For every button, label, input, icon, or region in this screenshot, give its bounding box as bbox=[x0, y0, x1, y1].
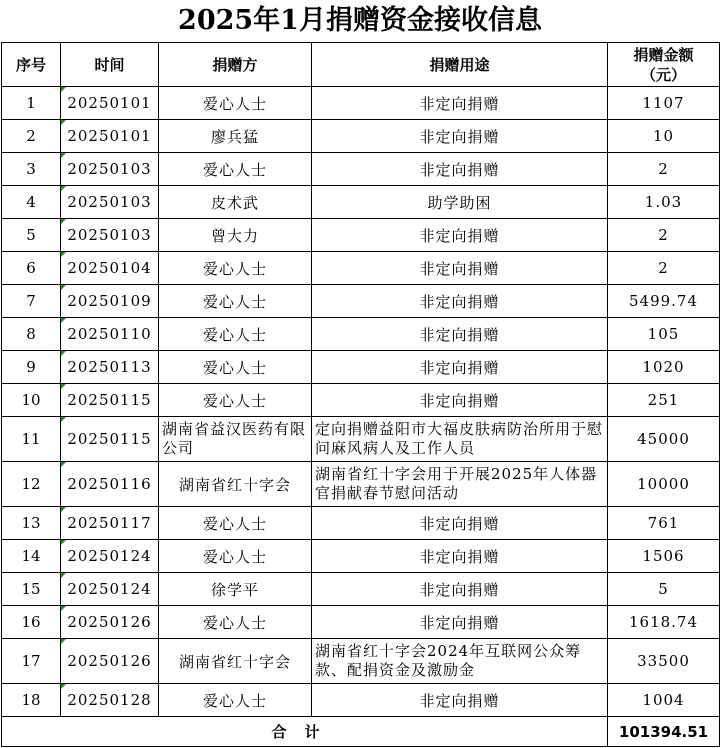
cell-time-text: 20250126 bbox=[67, 652, 152, 670]
cell-amount-text: 33500 bbox=[637, 652, 690, 670]
cell-purpose-text: 非定向捐赠 bbox=[419, 691, 500, 710]
cell-purpose-text: 湖南省红十字会用于开展2025年人体器官捐献春节慰问活动 bbox=[315, 465, 598, 502]
cell-time bbox=[61, 252, 159, 285]
cell-time-text: 20250101 bbox=[67, 94, 152, 112]
cell-seq-text: 4 bbox=[26, 193, 36, 211]
cell-time bbox=[61, 606, 159, 639]
cell-amount-text: 1107 bbox=[642, 94, 685, 112]
cell-purpose-text: 非定向捐赠 bbox=[419, 292, 500, 311]
table-row bbox=[2, 252, 720, 285]
cell-time bbox=[61, 120, 159, 153]
cell-seq-text: 2 bbox=[26, 127, 36, 145]
cell-time bbox=[61, 186, 159, 219]
cell-time-text: 20250104 bbox=[67, 259, 152, 277]
table-row bbox=[2, 417, 720, 462]
cell-donor bbox=[159, 606, 312, 639]
cell-donor-text: 湖南省益汉医药有限公司 bbox=[162, 420, 307, 457]
cell-time-text: 20250124 bbox=[67, 580, 152, 598]
donation-table bbox=[1, 42, 720, 747]
cell-donor-text: 爱心人士 bbox=[202, 514, 267, 533]
cell-amount-text: 10 bbox=[652, 127, 675, 145]
cell-purpose-text: 非定向捐赠 bbox=[419, 514, 500, 533]
cell-time-text: 20250113 bbox=[67, 358, 152, 376]
table-row bbox=[2, 351, 720, 384]
cell-seq bbox=[2, 351, 61, 384]
cell-marker-icon bbox=[61, 186, 66, 191]
table-row bbox=[2, 462, 720, 507]
table-row bbox=[2, 120, 720, 153]
cell-purpose-text: 非定向捐赠 bbox=[419, 160, 500, 179]
table-row bbox=[2, 540, 720, 573]
cell-time-text: 20250124 bbox=[67, 547, 152, 565]
cell-purpose bbox=[312, 120, 608, 153]
cell-seq bbox=[2, 318, 61, 351]
cell-amount-text: 1618.74 bbox=[628, 613, 699, 631]
cell-amount bbox=[608, 606, 720, 639]
cell-donor bbox=[159, 540, 312, 573]
cell-purpose bbox=[312, 87, 608, 120]
cell-amount-text: 761 bbox=[647, 514, 680, 532]
cell-marker-icon bbox=[61, 462, 66, 467]
cell-marker-icon bbox=[61, 285, 66, 290]
cell-amount-text: 1004 bbox=[642, 691, 685, 709]
total-amount: 101394.51 bbox=[608, 717, 720, 747]
table-row bbox=[2, 606, 720, 639]
cell-donor-text: 爱心人士 bbox=[202, 325, 267, 344]
cell-amount bbox=[608, 639, 720, 684]
cell-donor bbox=[159, 684, 312, 717]
cell-seq bbox=[2, 285, 61, 318]
cell-purpose-text: 非定向捐赠 bbox=[419, 358, 500, 377]
cell-seq-text: 5 bbox=[26, 226, 36, 244]
cell-donor bbox=[159, 639, 312, 684]
cell-time bbox=[61, 87, 159, 120]
cell-time-text: 20250126 bbox=[67, 613, 152, 631]
cell-time bbox=[61, 219, 159, 252]
cell-donor bbox=[159, 462, 312, 507]
cell-time bbox=[61, 417, 159, 462]
cell-donor-text: 爱心人士 bbox=[202, 160, 267, 179]
cell-purpose-text: 非定向捐赠 bbox=[419, 226, 500, 245]
cell-seq-text: 11 bbox=[21, 430, 41, 448]
cell-amount bbox=[608, 417, 720, 462]
table-row bbox=[2, 507, 720, 540]
cell-amount-text: 1020 bbox=[642, 358, 685, 376]
cell-seq-text: 10 bbox=[21, 391, 41, 409]
total-label-text: 合计 bbox=[271, 723, 338, 741]
cell-time bbox=[61, 573, 159, 606]
cell-marker-icon bbox=[61, 606, 66, 611]
cell-seq bbox=[2, 684, 61, 717]
header-row bbox=[2, 43, 720, 87]
table-row bbox=[2, 285, 720, 318]
cell-purpose bbox=[312, 285, 608, 318]
cell-seq bbox=[2, 507, 61, 540]
cell-amount bbox=[608, 285, 720, 318]
cell-amount bbox=[608, 318, 720, 351]
cell-purpose bbox=[312, 351, 608, 384]
cell-donor bbox=[159, 252, 312, 285]
cell-amount-text: 1506 bbox=[642, 547, 685, 565]
cell-amount-text: 5 bbox=[658, 580, 669, 598]
cell-amount-text: 5499.74 bbox=[628, 292, 699, 310]
cell-donor-text: 爱心人士 bbox=[202, 358, 267, 377]
cell-seq-text: 6 bbox=[26, 259, 36, 277]
cell-purpose-text: 湖南省红十字会2024年互联网公众筹款、配捐资金及激励金 bbox=[315, 642, 582, 679]
cell-seq bbox=[2, 639, 61, 684]
total-row bbox=[2, 717, 720, 747]
table-row bbox=[2, 87, 720, 120]
cell-donor bbox=[159, 285, 312, 318]
cell-donor bbox=[159, 153, 312, 186]
cell-time-text: 20250128 bbox=[67, 691, 152, 709]
cell-donor-text: 湖南省红十字会 bbox=[178, 475, 291, 494]
cell-amount bbox=[608, 573, 720, 606]
cell-time-text: 20250115 bbox=[67, 391, 152, 409]
cell-donor-text: 爱心人士 bbox=[202, 292, 267, 311]
table-row bbox=[2, 384, 720, 417]
cell-donor-text: 徐学平 bbox=[210, 580, 259, 599]
table-row bbox=[2, 639, 720, 684]
cell-marker-icon bbox=[61, 351, 66, 356]
cell-donor bbox=[159, 87, 312, 120]
cell-purpose bbox=[312, 684, 608, 717]
cell-marker-icon bbox=[61, 639, 66, 644]
cell-seq bbox=[2, 384, 61, 417]
cell-purpose bbox=[312, 540, 608, 573]
table-body bbox=[2, 87, 720, 717]
cell-time-text: 20250110 bbox=[67, 325, 152, 343]
cell-amount bbox=[608, 684, 720, 717]
cell-purpose-text: 非定向捐赠 bbox=[419, 127, 500, 146]
cell-amount bbox=[608, 507, 720, 540]
cell-seq bbox=[2, 462, 61, 507]
cell-time bbox=[61, 462, 159, 507]
cell-donor bbox=[159, 120, 312, 153]
cell-seq bbox=[2, 87, 61, 120]
cell-donor bbox=[159, 417, 312, 462]
table-row bbox=[2, 573, 720, 606]
cell-donor-text: 爱心人士 bbox=[202, 391, 267, 410]
cell-marker-icon bbox=[61, 120, 66, 125]
cell-time bbox=[61, 318, 159, 351]
cell-marker-icon bbox=[61, 573, 66, 578]
cell-purpose bbox=[312, 417, 608, 462]
cell-amount-text: 1.03 bbox=[644, 193, 683, 211]
cell-seq bbox=[2, 606, 61, 639]
cell-purpose bbox=[312, 219, 608, 252]
cell-amount bbox=[608, 219, 720, 252]
table-row bbox=[2, 318, 720, 351]
cell-seq bbox=[2, 153, 61, 186]
cell-time bbox=[61, 153, 159, 186]
cell-purpose bbox=[312, 153, 608, 186]
cell-time-text: 20250103 bbox=[67, 193, 152, 211]
cell-purpose-text: 非定向捐赠 bbox=[419, 580, 500, 599]
cell-time-text: 20250109 bbox=[67, 292, 152, 310]
cell-donor bbox=[159, 573, 312, 606]
cell-amount-text: 2 bbox=[658, 259, 669, 277]
cell-purpose bbox=[312, 507, 608, 540]
cell-donor bbox=[159, 351, 312, 384]
cell-marker-icon bbox=[61, 384, 66, 389]
cell-purpose-text: 非定向捐赠 bbox=[419, 325, 500, 344]
cell-marker-icon bbox=[61, 540, 66, 545]
cell-seq-text: 7 bbox=[26, 292, 36, 310]
cell-amount bbox=[608, 186, 720, 219]
cell-donor-text: 曾大力 bbox=[210, 226, 259, 245]
cell-donor bbox=[159, 186, 312, 219]
cell-purpose bbox=[312, 573, 608, 606]
cell-donor-text: 爱心人士 bbox=[202, 613, 267, 632]
cell-marker-icon bbox=[61, 318, 66, 323]
cell-amount bbox=[608, 540, 720, 573]
cell-purpose bbox=[312, 186, 608, 219]
cell-amount bbox=[608, 351, 720, 384]
cell-purpose-text: 非定向捐赠 bbox=[419, 613, 500, 632]
cell-seq-text: 13 bbox=[21, 514, 41, 532]
cell-amount bbox=[608, 153, 720, 186]
cell-purpose-text: 助学助困 bbox=[427, 193, 492, 212]
cell-donor-text: 皮术武 bbox=[210, 193, 259, 212]
cell-seq bbox=[2, 186, 61, 219]
cell-time-text: 20250116 bbox=[67, 475, 152, 493]
cell-amount bbox=[608, 252, 720, 285]
cell-purpose bbox=[312, 252, 608, 285]
cell-seq bbox=[2, 573, 61, 606]
cell-purpose-text: 非定向捐赠 bbox=[419, 94, 500, 113]
cell-time-text: 20250117 bbox=[67, 514, 152, 532]
cell-purpose-text: 定向捐赠益阳市大福皮肤病防治所用于慰问麻风病人及工作人员 bbox=[315, 420, 604, 457]
cell-time-text: 20250115 bbox=[67, 430, 152, 448]
cell-seq-text: 15 bbox=[21, 580, 41, 598]
cell-donor-text: 廖兵猛 bbox=[210, 127, 259, 146]
cell-purpose bbox=[312, 318, 608, 351]
header-purpose: 捐赠用途 bbox=[312, 43, 608, 87]
cell-time-text: 20250103 bbox=[67, 226, 152, 244]
table-row bbox=[2, 186, 720, 219]
cell-amount-text: 45000 bbox=[637, 430, 690, 448]
cell-seq bbox=[2, 120, 61, 153]
cell-purpose bbox=[312, 606, 608, 639]
cell-purpose-text: 非定向捐赠 bbox=[419, 391, 500, 410]
cell-amount bbox=[608, 87, 720, 120]
cell-amount-text: 2 bbox=[658, 160, 669, 178]
cell-marker-icon bbox=[61, 252, 66, 257]
cell-time-text: 20250101 bbox=[67, 127, 152, 145]
cell-purpose-text: 非定向捐赠 bbox=[419, 259, 500, 278]
cell-donor-text: 爱心人士 bbox=[202, 259, 267, 278]
cell-amount bbox=[608, 462, 720, 507]
cell-donor-text: 爱心人士 bbox=[202, 547, 267, 566]
cell-amount-text: 10000 bbox=[637, 475, 690, 493]
page-title: 2025年1月捐赠资金接收信息 bbox=[178, 5, 542, 36]
cell-marker-icon bbox=[61, 684, 66, 689]
cell-seq-text: 3 bbox=[26, 160, 36, 178]
cell-donor-text: 湖南省红十字会 bbox=[178, 652, 291, 671]
cell-seq bbox=[2, 252, 61, 285]
cell-donor bbox=[159, 507, 312, 540]
cell-seq bbox=[2, 219, 61, 252]
cell-purpose-text: 非定向捐赠 bbox=[419, 547, 500, 566]
cell-time bbox=[61, 384, 159, 417]
cell-seq-text: 12 bbox=[21, 475, 41, 493]
cell-seq-text: 16 bbox=[21, 613, 41, 631]
cell-donor-text: 爱心人士 bbox=[202, 94, 267, 113]
table-row bbox=[2, 684, 720, 717]
cell-amount-text: 105 bbox=[647, 325, 680, 343]
cell-purpose bbox=[312, 462, 608, 507]
cell-time bbox=[61, 507, 159, 540]
cell-marker-icon bbox=[61, 417, 66, 422]
header-time: 时间 bbox=[61, 43, 159, 87]
table-row bbox=[2, 219, 720, 252]
cell-amount bbox=[608, 120, 720, 153]
cell-time bbox=[61, 540, 159, 573]
cell-time bbox=[61, 639, 159, 684]
total-label bbox=[2, 717, 608, 747]
cell-seq bbox=[2, 540, 61, 573]
header-seq: 序号 bbox=[2, 43, 61, 87]
cell-time bbox=[61, 351, 159, 384]
cell-amount bbox=[608, 384, 720, 417]
cell-time bbox=[61, 285, 159, 318]
cell-amount-text: 2 bbox=[658, 226, 669, 244]
cell-marker-icon bbox=[61, 87, 66, 92]
cell-seq bbox=[2, 417, 61, 462]
cell-donor bbox=[159, 219, 312, 252]
header-donor: 捐赠方 bbox=[159, 43, 312, 87]
cell-marker-icon bbox=[61, 219, 66, 224]
cell-seq-text: 14 bbox=[21, 547, 41, 565]
cell-amount-text: 251 bbox=[647, 391, 680, 409]
cell-donor bbox=[159, 318, 312, 351]
table-row bbox=[2, 153, 720, 186]
cell-marker-icon bbox=[61, 507, 66, 512]
cell-seq-text: 17 bbox=[21, 652, 41, 670]
cell-seq-text: 8 bbox=[26, 325, 36, 343]
cell-donor-text: 爱心人士 bbox=[202, 691, 267, 710]
cell-purpose bbox=[312, 384, 608, 417]
cell-seq-text: 1 bbox=[26, 94, 36, 112]
cell-time bbox=[61, 684, 159, 717]
cell-purpose bbox=[312, 639, 608, 684]
cell-seq-text: 9 bbox=[26, 358, 36, 376]
cell-marker-icon bbox=[61, 153, 66, 158]
cell-seq-text: 18 bbox=[21, 691, 41, 709]
cell-time-text: 20250103 bbox=[67, 160, 152, 178]
cell-donor bbox=[159, 384, 312, 417]
header-amount: 捐赠金额 （元） bbox=[608, 43, 720, 87]
